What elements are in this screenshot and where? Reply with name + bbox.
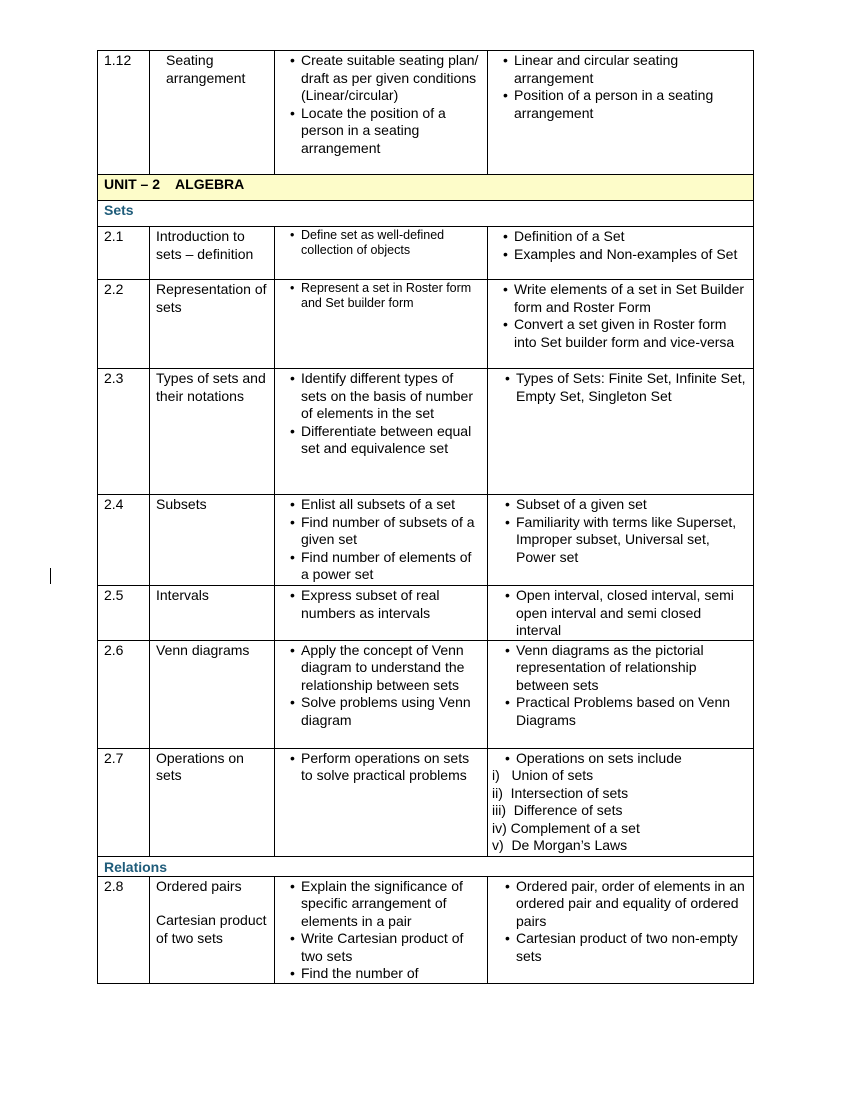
unit-title: UNIT – 2 ALGEBRA: [98, 175, 754, 201]
content-item: • Venn diagrams as the pictorial representation of relationship between sets: [504, 642, 747, 695]
content-cell: [488, 748, 754, 856]
content-item: • Ordered pair, order of elements in an ordered pair and equality of ordered pairs: [504, 878, 747, 931]
topic-line: Representation of sets: [156, 281, 267, 315]
topic-line: Cartesian product of two sets: [156, 912, 267, 946]
outcome-item: • Apply the concept of Venn diagram to understand the relationship between sets: [289, 642, 481, 695]
content-item: • Practical Problems based on Venn Diagrams: [504, 694, 747, 729]
topic-line: Introduction to sets – definition: [156, 228, 254, 262]
content-item: • Write elements of a set in Set Builder form and Roster Form: [502, 281, 747, 316]
table-row: [98, 586, 754, 641]
outcome-item: • Create suitable seating plan/ draft as per given conditions (Linear/circular): [289, 52, 481, 105]
content-item: • Cartesian product of two non-empty sets: [504, 930, 747, 965]
text-cursor: [50, 568, 51, 584]
outcome-item: • Find the number of: [289, 965, 481, 983]
topic-line: Seating: [166, 52, 214, 68]
content-subitem: iii) Difference of sets: [492, 802, 623, 818]
outcome-item: • Find number of elements of a power set: [289, 549, 481, 584]
topic-line: Intervals: [156, 587, 209, 603]
outcomes-cell: [275, 586, 488, 641]
table-row: [98, 280, 754, 369]
table-row: [98, 51, 754, 175]
topic-line: Types of sets and their notations: [156, 370, 266, 404]
outcome-item: • Write Cartesian product of two sets: [289, 930, 481, 965]
row-number: 2.3: [98, 369, 150, 495]
table-row: [98, 748, 754, 856]
row-number: 1.12: [98, 51, 150, 175]
topic-cell: [150, 280, 275, 369]
outcomes-cell: [275, 227, 488, 280]
outcome-item: • Enlist all subsets of a set: [289, 496, 481, 514]
content-subitem: i) Union of sets: [492, 767, 594, 783]
content-subitem: v) De Morgan’s Laws: [492, 837, 628, 853]
row-number: 2.1: [98, 227, 150, 280]
content-item: • Linear and circular seating arrangement: [502, 52, 747, 87]
outcome-item: • Find number of subsets of a given set: [289, 514, 481, 549]
row-number: 2.4: [98, 495, 150, 586]
topic-cell: [150, 51, 275, 175]
row-number: 2.7: [98, 748, 150, 856]
outcome-item: • Identify different types of sets on the basis of number of elements in the set: [289, 370, 481, 423]
outcomes-cell: [275, 640, 488, 748]
outcomes-cell: [275, 876, 488, 983]
section-title: Sets: [98, 201, 754, 227]
content-cell: [488, 586, 754, 641]
content-item: • Types of Sets: Finite Set, Infinite Set, Empty Set, Singleton Set: [504, 370, 747, 405]
row-number: 2.2: [98, 280, 150, 369]
outcome-item: • Explain the significance of specific arrangement of elements in a pair: [289, 878, 481, 931]
outcomes-cell: [275, 748, 488, 856]
row-number: 2.6: [98, 640, 150, 748]
content-cell: [488, 495, 754, 586]
topic-cell: [150, 586, 275, 641]
content-cell: [488, 280, 754, 369]
topic-cell: [150, 369, 275, 495]
content-cell: [488, 51, 754, 175]
table-row: [98, 369, 754, 495]
outcomes-cell: [275, 280, 488, 369]
table-row: [98, 227, 754, 280]
outcome-item: • Differentiate between equal set and equivalence set: [289, 423, 481, 458]
row-number: 2.5: [98, 586, 150, 641]
section-header-row: [98, 201, 754, 227]
section-header-row: [98, 856, 754, 876]
outcome-item: • Represent a set in Roster form and Set builder form: [289, 281, 481, 310]
content-cell: [488, 876, 754, 983]
unit-header-row: [98, 175, 754, 201]
outcome-item: • Express subset of real numbers as intervals: [289, 587, 481, 622]
table-row: [98, 640, 754, 748]
content-item: • Familiarity with terms like Superset, Improper subset, Universal set, Power set: [504, 514, 747, 567]
outcomes-cell: [275, 495, 488, 586]
topic-cell: [150, 227, 275, 280]
row-number: 2.8: [98, 876, 150, 983]
outcomes-cell: [275, 369, 488, 495]
content-item: • Open interval, closed interval, semi open interval and semi closed interval: [504, 587, 747, 640]
topic-line: Subsets: [156, 496, 207, 512]
content-item: • Definition of a Set: [502, 228, 747, 246]
content-item: • Position of a person in a seating arrangement: [502, 87, 747, 122]
topic-spacer: [156, 895, 268, 912]
outcome-item: • Perform operations on sets to solve practical problems: [289, 750, 481, 785]
content-item: • Examples and Non-examples of Set: [502, 246, 747, 264]
outcome-item: • Define set as well-defined collection of objects: [289, 228, 481, 257]
content-cell: [488, 640, 754, 748]
content-item: • Subset of a given set: [504, 496, 747, 514]
content-item: • Operations on sets include: [504, 750, 747, 768]
topic-cell: [150, 640, 275, 748]
section-title: Relations: [98, 856, 754, 876]
content-cell: [488, 369, 754, 495]
content-item: • Convert a set given in Roster form into Set builder form and vice-versa: [502, 316, 747, 351]
content-subitem: iv) Complement of a set: [492, 819, 640, 836]
outcome-item: • Solve problems using Venn diagram: [289, 694, 481, 729]
topic-line: arrangement: [166, 69, 246, 86]
topic-cell: [150, 495, 275, 586]
topic-line: Operations on sets: [156, 749, 244, 783]
topic-cell: [150, 748, 275, 856]
table-row: [98, 495, 754, 586]
syllabus-table: [97, 50, 754, 984]
topic-line: Venn diagrams: [156, 641, 250, 658]
content-cell: [488, 227, 754, 280]
content-subitem: ii) Intersection of sets: [492, 784, 629, 801]
topic-cell: [150, 876, 275, 983]
outcome-item: • Locate the position of a person in a seating arrangement: [289, 105, 481, 158]
outcomes-cell: [275, 51, 488, 175]
table-row: [98, 876, 754, 983]
topic-line: Ordered pairs: [156, 877, 242, 894]
